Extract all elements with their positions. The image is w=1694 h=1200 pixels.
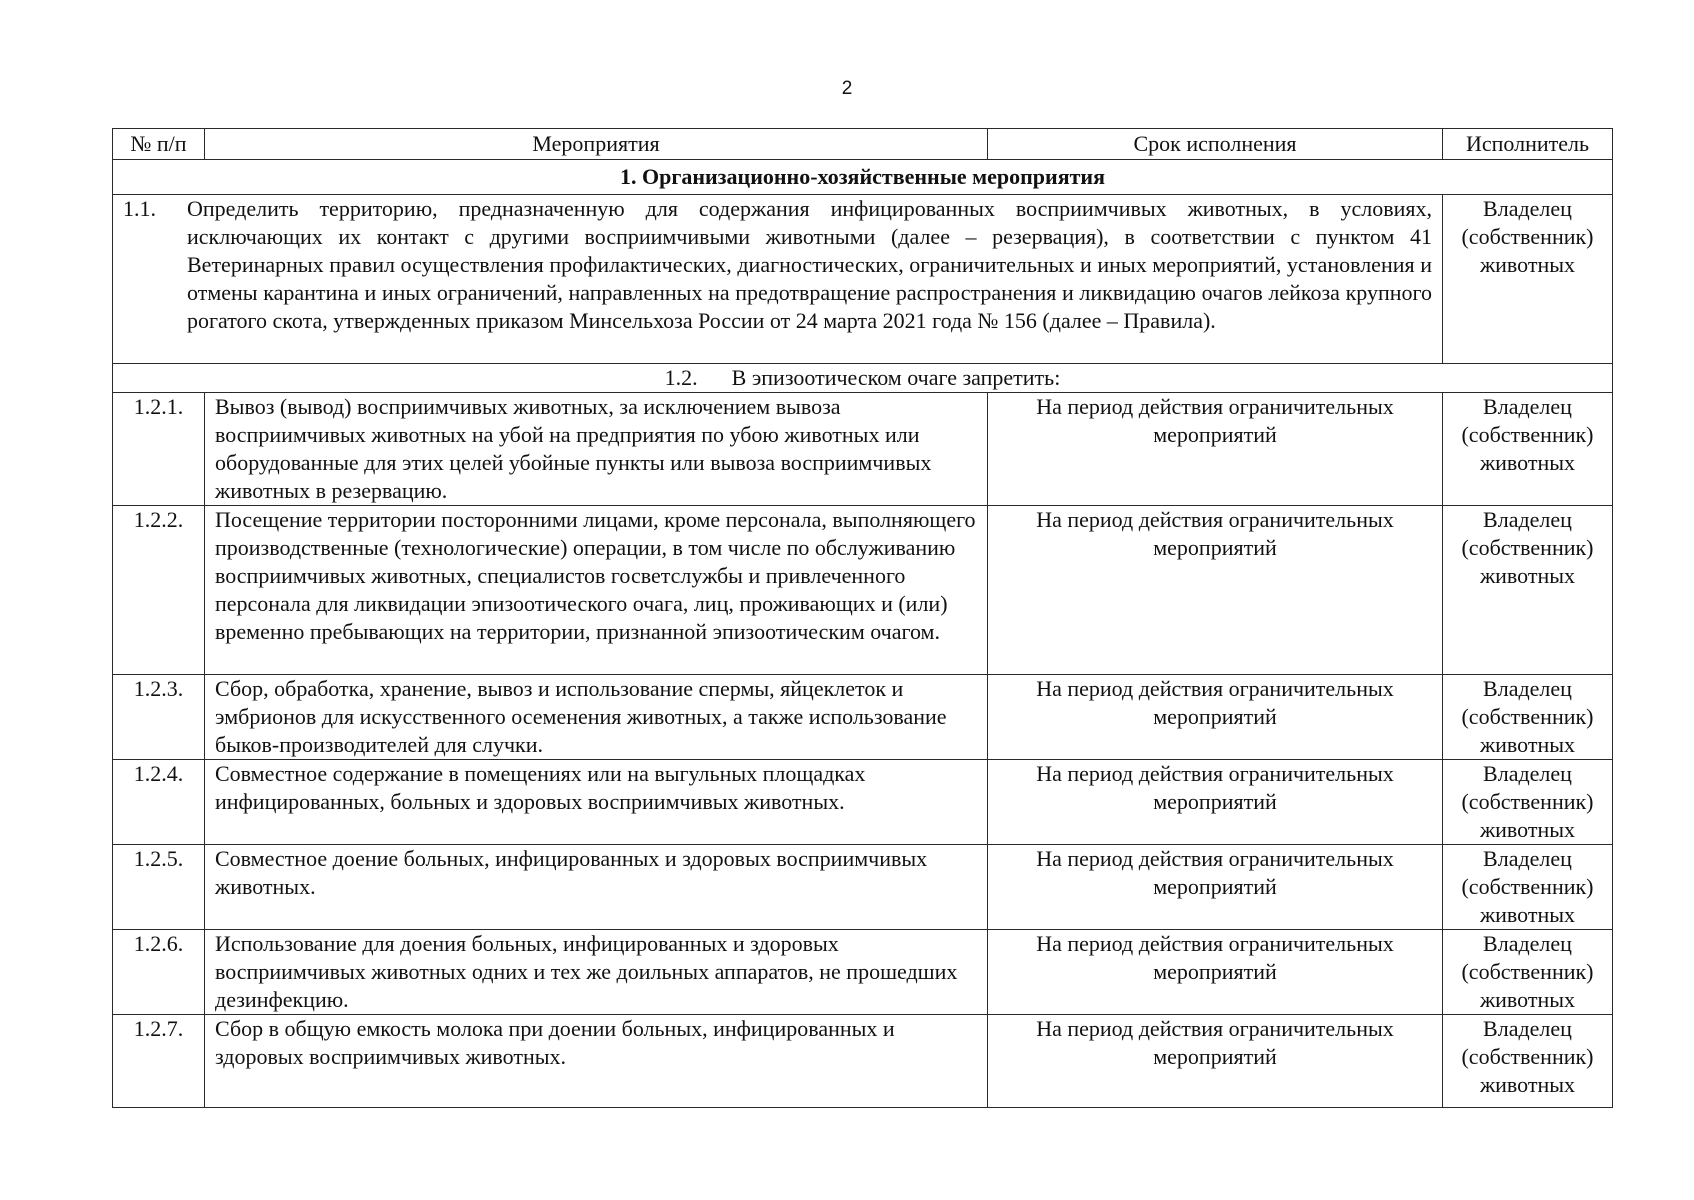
- subsection-heading-row: [113, 364, 1613, 393]
- row-deadline: На период действия ограничительных мероприятий: [988, 845, 1443, 930]
- row-activity-text: Определить территорию, предназначенную для содержания инфицированных восприимчивых животных, в условиях, исключающих их контакт с другими восприимчивыми животными (далее – резервация), в соответствии с пунктом 41 Ветеринарных правил осуществления профилактических, диагностических, ограничительных и иных мероприятий, установления и отмены карантина и иных ограничений, направленных на предотвращение распространения и ликвидацию очагов лейкоза крупного рогатого скота, утвержденных приказом Минсельхоза России от 24 марта 2021 года № 156 (далее – Правила).: [187, 196, 1432, 333]
- row-executor: Владелец (собственник) животных: [1443, 393, 1613, 506]
- row-activity-text: Посещение территории посторонними лицами, кроме персонала, выполняющего производственные (технологические) операции, в том числе по обслуживанию восприимчивых животных, специалистов госветслужбы и привлеченного персонала для ликвидации эпизоотического очага, лиц, проживающих и (или) временно пребывающих на территории, признанной эпизоотическим очагом.: [205, 506, 988, 675]
- table-row: [113, 760, 1613, 845]
- row-number: 1.2.2.: [113, 506, 205, 675]
- header-activities: Мероприятия: [205, 129, 988, 160]
- row-activity-text: Использование для доения больных, инфицированных и здоровых восприимчивых животных одних и тех же доильных аппаратов, не прошедших дезинфекцию.: [205, 930, 988, 1015]
- row-executor: Владелец (собственник) животных: [1443, 195, 1613, 364]
- row-deadline: На период действия ограничительных мероприятий: [988, 930, 1443, 1015]
- row-number: 1.2.5.: [113, 845, 205, 930]
- table-row: [113, 195, 1613, 364]
- row-1-1-cell: [113, 195, 1443, 364]
- row-executor: Владелец (собственник) животных: [1443, 506, 1613, 675]
- row-deadline: На период действия ограничительных мероприятий: [988, 506, 1443, 675]
- row-activity-text: Совместное доение больных, инфицированных и здоровых восприимчивых животных.: [205, 845, 988, 930]
- row-number: 1.2.4.: [113, 760, 205, 845]
- header-executor: Исполнитель: [1443, 129, 1613, 160]
- row-executor: Владелец (собственник) животных: [1443, 1015, 1613, 1108]
- row-executor: Владелец (собственник) животных: [1443, 675, 1613, 760]
- table-row: [113, 1015, 1613, 1108]
- row-deadline: На период действия ограничительных мероприятий: [988, 393, 1443, 506]
- section-heading: 1. Организационно-хозяйственные мероприятия: [113, 160, 1613, 195]
- row-number: 1.2.1.: [113, 393, 205, 506]
- table-row: [113, 393, 1613, 506]
- table-header-row: [113, 129, 1613, 160]
- row-number: 1.1.: [123, 196, 156, 221]
- measures-table: [112, 128, 1613, 1108]
- subsection-number: 1.2.: [664, 365, 698, 390]
- row-deadline: На период действия ограничительных мероприятий: [988, 1015, 1443, 1108]
- row-activity-text: Сбор, обработка, хранение, вывоз и использование спермы, яйцеклеток и эмбрионов для искусственного осеменения животных, а также использование быков-производителей для случки.: [205, 675, 988, 760]
- row-activity-text: Вывоз (вывод) восприимчивых животных, за исключением вывоза восприимчивых животных на убой на предприятия по убою животных или оборудованные для этих целей убойные пункты или вывоза восприимчивых животных в резервацию.: [205, 393, 988, 506]
- header-deadline: Срок исполнения: [988, 129, 1443, 160]
- row-executor: Владелец (собственник) животных: [1443, 930, 1613, 1015]
- row-executor: Владелец (собственник) животных: [1443, 845, 1613, 930]
- table-row: [113, 845, 1613, 930]
- row-deadline: На период действия ограничительных мероприятий: [988, 675, 1443, 760]
- row-number: 1.2.3.: [113, 675, 205, 760]
- row-number: 1.2.6.: [113, 930, 205, 1015]
- row-number: 1.2.7.: [113, 1015, 205, 1108]
- section-heading-row: [113, 160, 1613, 195]
- subsection-heading: [113, 364, 1613, 393]
- row-deadline: На период действия ограничительных мероприятий: [988, 760, 1443, 845]
- table-row: [113, 675, 1613, 760]
- row-activity-text: Совместное содержание в помещениях или на выгульных площадках инфицированных, больных и здоровых восприимчивых животных.: [205, 760, 988, 845]
- row-executor: Владелец (собственник) животных: [1443, 760, 1613, 845]
- table-row: [113, 506, 1613, 675]
- header-num: № п/п: [113, 129, 205, 160]
- subsection-title: В эпизоотическом очаге запретить:: [731, 365, 1061, 390]
- table-row: [113, 930, 1613, 1015]
- row-activity-text: Сбор в общую емкость молока при доении больных, инфицированных и здоровых восприимчивых животных.: [205, 1015, 988, 1108]
- page-number: 2: [841, 78, 853, 99]
